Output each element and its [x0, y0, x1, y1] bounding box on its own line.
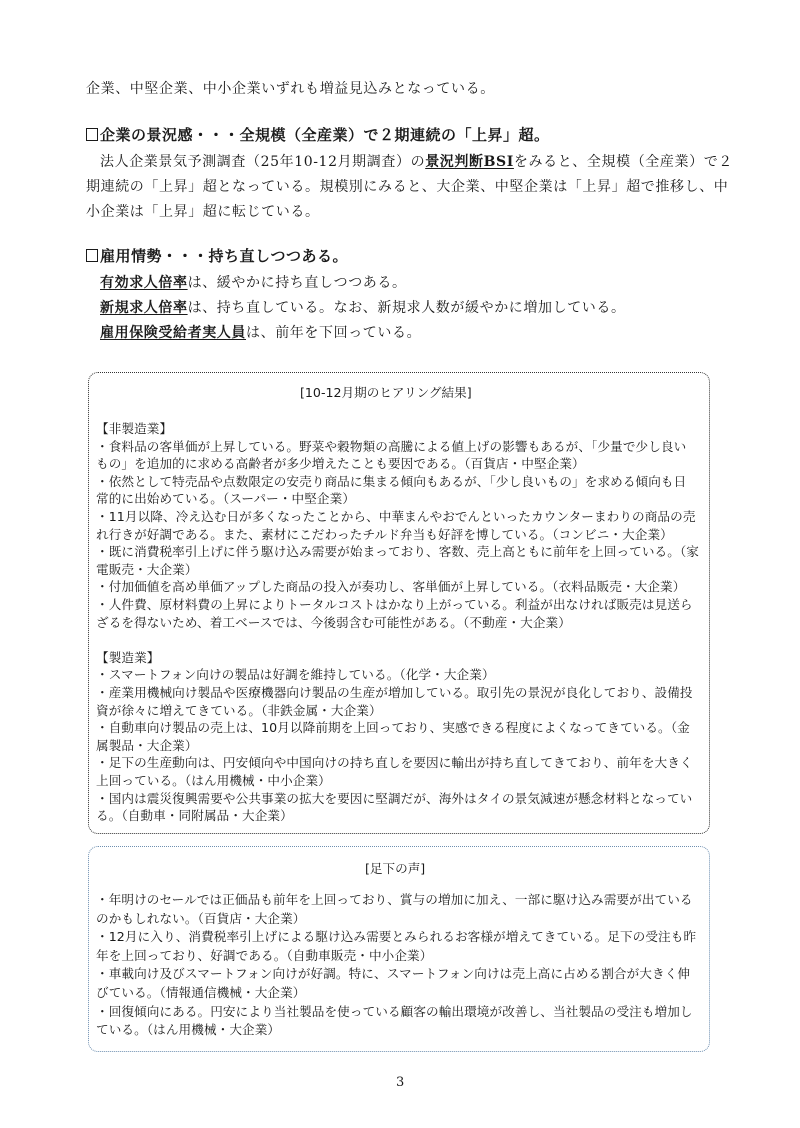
checkbox-square-icon: [86, 249, 98, 262]
section-heading-text: 企業の景況感・・・全規模（全産業）で２期連続の「上昇」超。: [100, 126, 550, 144]
hearing-line: ざるを得ないため、着工ベースでは、今後弱含む可能性がある。（不動産・大企業）: [96, 614, 571, 630]
term-new-job-offers-ratio: 新規求人倍率: [100, 300, 188, 316]
item-text: は、緩やかに持ち直しつつある。: [187, 275, 407, 291]
page-number: 3: [396, 1075, 405, 1090]
section1-para-line2: 期連続の「上昇」超となっている。規模別にみると、大企業、中堅企業は「上昇」超で推移し、中: [86, 179, 729, 195]
hearing-line: ・産業用機械向け製品や医療機器向け製品の生産が増加している。取引先の景況が良化しており、設備投: [96, 685, 693, 700]
hearing-line: ・スマートフォン向けの製品は好調を維持している。（化学・大企業）: [96, 667, 495, 683]
voices-line: ・年明けのセールでは正価品も前年を上回っており、賞与の増加に加え、一部に駆け込み需要が出ている: [96, 892, 693, 907]
voices-line: ・車載向け及びスマートフォン向けが好調。特に、スマートフォン向けは売上高に占める割合が大きく伸: [96, 966, 691, 982]
voices-line: ている。（はん用機械・大企業）: [96, 1022, 281, 1038]
hearing-line: 資が徐々に増えてきている。（非鉄金属・大企業）: [96, 702, 382, 718]
hearing-line: る。（自動車・同附属品・大企業）: [96, 808, 293, 824]
voices-title: [足下の声]: [365, 861, 426, 876]
employment-item: [100, 273, 407, 293]
employment-item: [100, 323, 421, 343]
intro-line: 企業、中堅企業、中小企業いずれも増益見込みとなっている。: [86, 81, 495, 97]
hearing-line: ・自動車向け製品の売上は、10月以降前期を上回っており、実感できる程度によくなってきている。（金: [96, 720, 690, 736]
item-text: は、持ち直している。なお、新規求人数が緩やかに増加している。: [187, 300, 626, 316]
hearing-line: 上回っている。（はん用機械・中小企業）: [96, 773, 331, 788]
hearing-line: ・11月以降、冷え込む日が多くなったことから、中華まんやおでんといったカウンターまわりの商品の売: [96, 509, 696, 524]
hearing-line: 属製品・大企業）: [96, 737, 198, 753]
hearing-line: もの」を追加的に求める高齢者が多少増えたことも要因である。（百貨店・中堅企業）: [96, 456, 585, 472]
hearing-line: ・国内は震災復興需要や公共事業の拡大を要因に堅調だが、海外はタイの景気減速が懸念材料となってい: [96, 790, 693, 806]
para-text: をみると、全規模（全産業）で２: [513, 154, 733, 170]
voices-line: びている。（情報通信機械・大企業）: [96, 985, 306, 1000]
hearing-line: ・人件費、原材料費の上昇によりトータルコストはかなり上がっている。利益が出なければ販売は見送ら: [96, 597, 693, 612]
hearing-results-title: [10-12月期のヒアリング結果]: [300, 385, 472, 400]
term-job-offers-ratio: 有効求人倍率: [100, 275, 188, 291]
term-insurance-recipients: 雇用保険受給者実人員: [100, 325, 246, 341]
hearing-line: 【非製造業】: [96, 421, 173, 436]
hearing-line: ・食料品の客単価が上昇している。野菜や穀物類の高騰による値上げの影響もあるが、「少量で少し良い: [96, 438, 687, 454]
hearing-line: 電販売・大企業）: [96, 561, 198, 577]
voices-line: ・12月に入り、消費税率引上げによる駆け込み需要とみられるお客様が増えてきている。足下の受注も昨: [96, 929, 697, 945]
term-bsi: 景況判断BSI: [425, 154, 514, 170]
hearing-line: ・既に消費税率引上げに伴う駆け込み需要が始まっており、客数、売上高ともに前年を上回っている。（家: [96, 544, 699, 560]
hearing-line: れ行きが好調である。また、素材にこだわったチルド弁当も好評を博している。（コンビニ・大企業）: [96, 526, 673, 542]
hearing-line: 【製造業】: [96, 649, 160, 665]
section-heading-text: 雇用情勢・・・持ち直しつつある。: [100, 247, 349, 265]
section-heading-employment: [86, 245, 348, 266]
item-text: は、前年を下回っている。: [246, 325, 422, 341]
hearing-line: ・付加価値を高め単価アップした商品の投入が奏功し、客単価が上昇している。（衣料品販売・大企業）: [96, 579, 686, 595]
section1-para-line1: [100, 152, 733, 172]
checkbox-square-icon: [86, 128, 98, 141]
hearing-line: ・足下の生産動向は、円安傾向や中国向けの持ち直しを要因に輸出が持ち直してきており、前年を大きく: [96, 755, 693, 771]
voices-line: ・回復傾向にある。円安により当社製品を使っている顧客の輸出環境が改善し、当社製品の受注も増加し: [96, 1003, 693, 1019]
hearing-line: ・依然として特売品や点数限定の安売り商品に集まる傾向もあるが、「少し良いもの」を求める傾向も日: [96, 473, 687, 489]
employment-item: [100, 298, 626, 318]
section1-para-line3: 小企業は「上昇」超に転じている。: [86, 204, 320, 220]
voices-line: のかもしれない。（百貨店・大企業）: [96, 910, 306, 926]
para-text: 法人企業景気予測調査（25年10-12月期調査）の: [100, 154, 426, 170]
voices-line: 年を上回っており、好調である。（自動車販売・中小企業）: [96, 947, 433, 963]
hearing-line: 常的に出始めている。（スーパー・中堅企業）: [96, 491, 356, 507]
section-heading-business-sentiment: [86, 124, 550, 145]
